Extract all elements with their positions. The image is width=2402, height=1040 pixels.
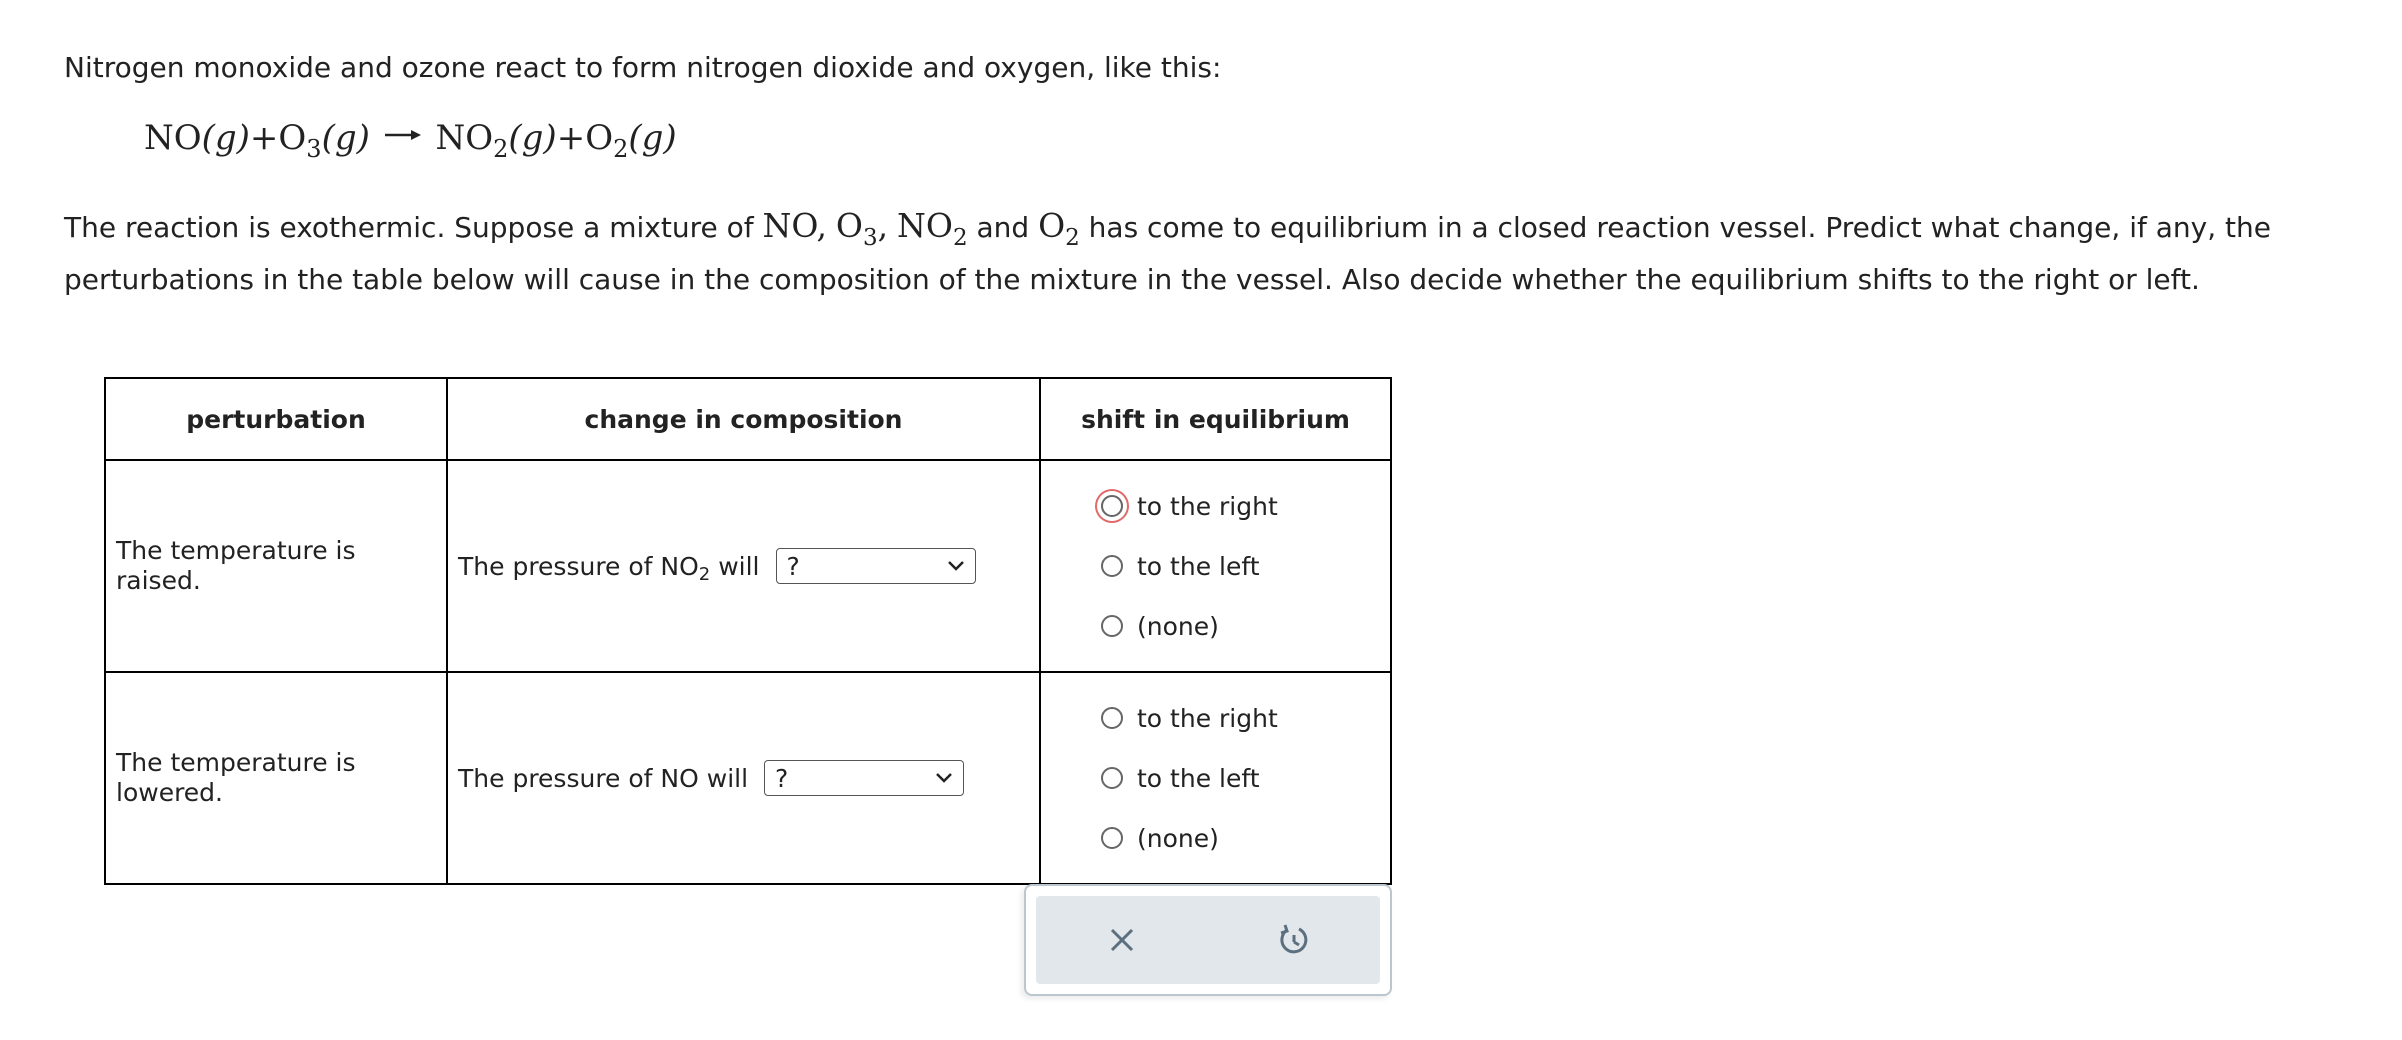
pressure-no2-select[interactable] (776, 548, 976, 584)
question-part2: has come to equilibrium in a closed reaction vessel. Predict what change, if any, the perturbations in the table below will cause in the composition of the mixture in the vessel. Also decide whether the equilibrium shifts to the right or left. (64, 211, 2271, 296)
radio-button[interactable] (1101, 615, 1123, 637)
radio-button[interactable] (1101, 495, 1123, 517)
radio-label: (none) (1137, 611, 1219, 641)
radio-label: to the right (1137, 491, 1278, 521)
radio-button[interactable] (1101, 767, 1123, 789)
plus-sign: + (249, 118, 279, 158)
intro-text: Nitrogen monoxide and ozone react to form nitrogen dioxide and oxygen, like this: (64, 51, 1222, 84)
species-o2-subscript: 2 (1065, 225, 1080, 251)
species-o3 (835, 206, 878, 251)
perturbation-cell: The temperature is lowered. (105, 672, 447, 884)
radio-option-left[interactable] (1101, 748, 1390, 808)
species-no2 (897, 206, 968, 251)
radio-button[interactable] (1101, 555, 1123, 577)
header-shift-in-equilibrium: shift in equilibrium (1040, 378, 1391, 460)
select-value: ? (786, 551, 800, 581)
product-no2-subscript: 2 (493, 135, 509, 163)
radio-label: to the right (1137, 703, 1278, 733)
species-o2 (1038, 206, 1080, 251)
composition-prefix: The pressure of NO (458, 551, 699, 581)
composition-text: The pressure of NO will (458, 763, 749, 793)
species-o3-symbol: O (835, 206, 863, 245)
table-header-row (105, 378, 1391, 460)
composition-text (458, 551, 760, 585)
table-row (105, 672, 1391, 884)
reactant-no-state: (g) (201, 118, 250, 158)
comma: , (877, 206, 889, 245)
header-perturbation: perturbation (105, 378, 447, 460)
radio-button[interactable] (1101, 707, 1123, 729)
species-no2-subscript: 2 (952, 225, 968, 251)
table-row (105, 460, 1391, 672)
reaction-equation (144, 114, 677, 162)
header-change-in-composition: change in composition (447, 378, 1040, 460)
question-and: and (967, 211, 1039, 244)
close-icon (1107, 925, 1137, 955)
species-no: NO (762, 206, 817, 245)
undo-icon (1277, 923, 1311, 957)
radio-option-none[interactable] (1101, 596, 1390, 656)
radio-button[interactable] (1101, 827, 1123, 849)
radio-label: to the left (1137, 551, 1260, 581)
reactant-o3-subscript: 3 (306, 135, 322, 163)
reaction-arrow-icon (385, 129, 421, 141)
perturbation-table (104, 377, 1392, 885)
product-no2: NO (435, 118, 494, 158)
composition-cell (447, 672, 1040, 884)
composition-subscript: 2 (698, 563, 711, 585)
composition-suffix: will (718, 551, 760, 581)
composition-cell (447, 460, 1040, 672)
shift-cell (1040, 672, 1391, 884)
radio-option-right[interactable] (1101, 688, 1390, 748)
radio-option-none[interactable] (1101, 808, 1390, 868)
perturbation-cell: The temperature is raised. (105, 460, 447, 672)
radio-option-right[interactable] (1101, 476, 1390, 536)
reactant-o3: O (278, 118, 307, 158)
species-o2-symbol: O (1038, 206, 1066, 245)
pressure-no-select[interactable] (764, 760, 964, 796)
toolbar-inner (1036, 896, 1380, 984)
species-no2-symbol: NO (897, 206, 953, 245)
shift-cell (1040, 460, 1391, 672)
radio-label: to the left (1137, 763, 1260, 793)
question-part1: The reaction is exothermic. Suppose a mixture of (64, 211, 763, 244)
product-no2-state: (g) (508, 118, 557, 158)
reactant-o3-state: (g) (321, 118, 370, 158)
reactant-no: NO (144, 118, 202, 158)
clear-button[interactable] (1092, 910, 1152, 970)
question-text (64, 200, 2354, 306)
product-o2-subscript: 2 (613, 135, 629, 163)
species-o3-subscript: 3 (862, 225, 878, 251)
comma: , (816, 206, 827, 245)
product-o2-state: (g) (628, 118, 677, 158)
chevron-down-icon (947, 560, 965, 572)
select-value: ? (775, 763, 789, 793)
product-o2: O (585, 118, 614, 158)
radio-label: (none) (1137, 823, 1219, 853)
chevron-down-icon (935, 772, 953, 784)
undo-button[interactable] (1264, 910, 1324, 970)
answer-toolbar (1024, 884, 1392, 996)
radio-option-left[interactable] (1101, 536, 1390, 596)
plus-sign: + (556, 118, 586, 158)
